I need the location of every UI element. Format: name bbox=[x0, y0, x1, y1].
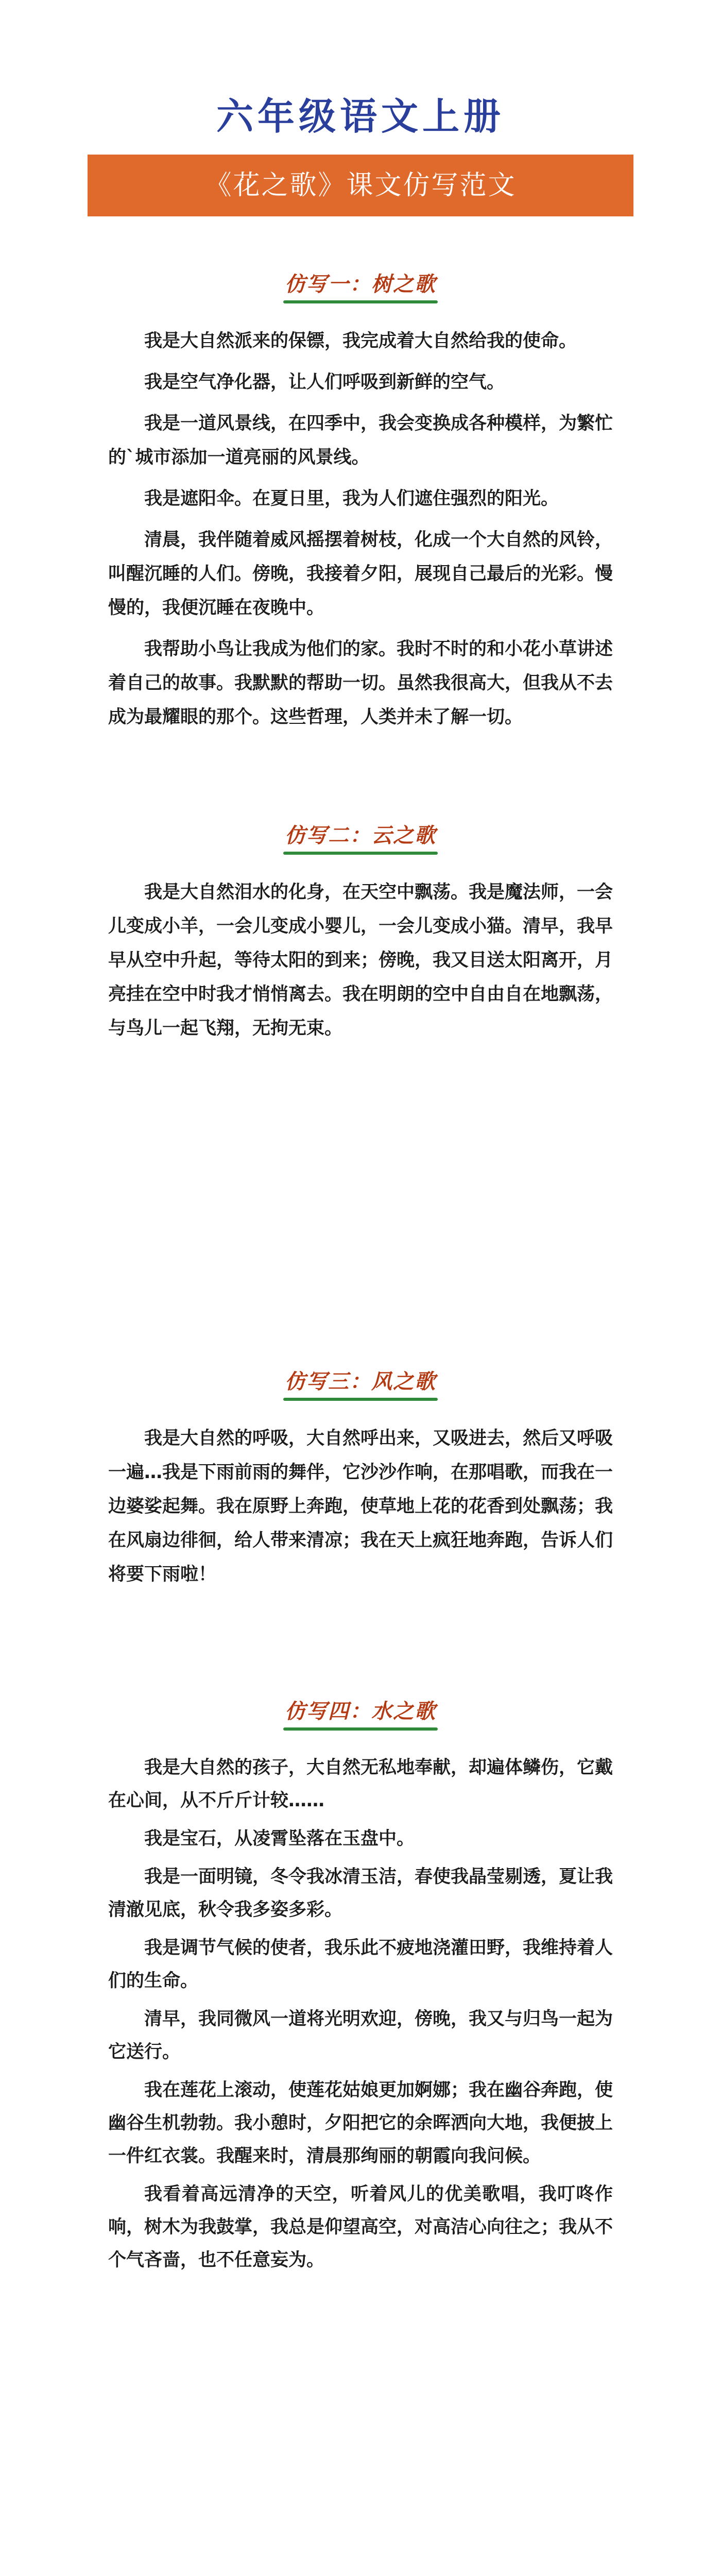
paragraph: 我是空气净化器，让人们呼吸到新鲜的空气。 bbox=[144, 372, 505, 393]
heading-underline bbox=[283, 852, 438, 855]
section-heading bbox=[108, 819, 613, 855]
section-heading bbox=[108, 1695, 613, 1731]
paragraph: 我是宝石，从凌霄坠落在玉盘中。 bbox=[144, 1828, 415, 1849]
section-heading bbox=[108, 268, 613, 303]
paragraph: 我是大自然派来的保镖，我完成着大自然给我的使命。 bbox=[144, 331, 577, 351]
heading-underline bbox=[283, 300, 438, 303]
paragraph: 我是遮阳伞。在夏日里，我为人们遮住强烈的阳光。 bbox=[144, 488, 559, 509]
section-cloud-song bbox=[108, 819, 613, 1053]
section-heading bbox=[108, 1365, 613, 1401]
paragraph: 我看着高远清净的天空，听着风儿的优美歌唱，我叮咚作响，树木为我鼓掌，我总是仰望高空，对高洁心向往之；我从不个气吝啬，也不任意妄为。 bbox=[108, 2184, 613, 2270]
paragraph: 我是调节气候的使者，我乐此不疲地浇灌田野，我维持着人们的生命。 bbox=[108, 1938, 613, 1991]
section-water-song bbox=[108, 1695, 613, 2282]
title-banner: 《花之歌》课文仿写范文 bbox=[88, 155, 633, 216]
section-heading-text: 仿写一：树之歌 bbox=[285, 272, 436, 296]
paragraph: 清早，我同微风一道将光明欢迎，傍晚，我又与归鸟一起为它送行。 bbox=[108, 2009, 613, 2062]
section-heading-text: 仿写二：云之歌 bbox=[285, 823, 436, 848]
paragraph: 我是大自然的呼吸，大自然呼出来，又吸进去，然后又呼吸一遍…我是下雨前雨的舞伴，它沙沙作响，在那唱歌，而我在一边婆娑起舞。我在原野上奔跑，使草地上花的花香到处飘荡；我在风扇边徘徊，给人带来清凉；我在天上疯狂地奔跑，告诉人们将要下雨啦！ bbox=[108, 1428, 613, 1585]
section-heading-text: 仿写四：水之歌 bbox=[285, 1699, 436, 1723]
paragraph: 我是大自然泪水的化身，在天空中飘荡。我是魔法师，一会儿变成小羊，一会儿变成小婴儿，一会儿变成小猫。清早，我早早从空中升起，等待太阳的到来；傍晚，我又目送太阳离开，月亮挂在空中时我才悄悄离去。我在明朗的空中自由自在地飘荡，与鸟儿一起飞翔，无拘无束。 bbox=[108, 882, 613, 1039]
paragraph: 我在莲花上滚动，使莲花姑娘更加婀娜；我在幽谷奔跑，使幽谷生机勃勃。我小憩时，夕阳把它的余晖洒向大地，我便披上一件红衣裳。我醒来时，清晨那绚丽的朝霞向我问候。 bbox=[108, 2080, 613, 2166]
section-heading-text: 仿写三：风之歌 bbox=[285, 1369, 436, 1394]
section-wind-song bbox=[108, 1365, 613, 1599]
heading-underline bbox=[283, 1398, 438, 1401]
paragraph: 我是一面明镜，冬令我冰清玉洁，春使我晶莹剔透，夏让我清澈见底，秋令我多姿多彩。 bbox=[108, 1867, 613, 1920]
paragraph: 我是一道风景线，在四季中，我会变换成各种模样，为繁忙的`城市添加一道亮丽的风景线。 bbox=[108, 413, 613, 468]
paragraph: 我帮助小鸟让我成为他们的家。我时不时的和小花小草讲述着自己的故事。我默默的帮助一切。虽然我很高大，但我从不去成为最耀眼的那个。这些哲理，人类并未了解一切。 bbox=[108, 639, 613, 727]
paragraph: 我是大自然的孩子，大自然无私地奉献，却遍体鳞伤，它戴在心间，从不斤斤计较…… bbox=[108, 1757, 613, 1811]
section-tree-song bbox=[108, 268, 613, 741]
page-title: 六年级语文上册 bbox=[216, 94, 505, 138]
heading-underline bbox=[283, 1727, 438, 1731]
paragraph: 清晨，我伴随着威风摇摆着树枝，化成一个大自然的风铃，叫醒沉睡的人们。傍晚，我接着夕阳，展现自己最后的光彩。慢慢的，我便沉睡在夜晚中。 bbox=[108, 530, 613, 618]
